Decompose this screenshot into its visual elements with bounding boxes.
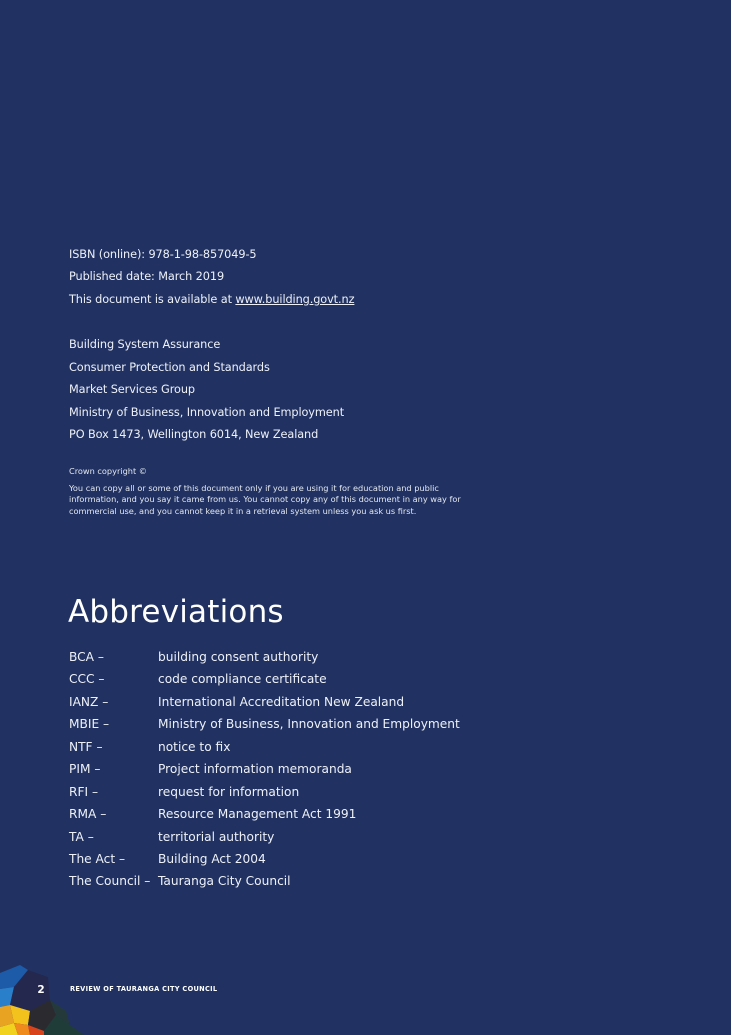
abbreviation-definition: Tauranga City Council — [158, 874, 291, 889]
abbreviation-row — [69, 781, 460, 803]
abbreviation-term: RMA – — [69, 807, 107, 822]
footer-document-title: REVIEW OF TAURANGA CITY COUNCIL — [70, 985, 218, 993]
abbreviation-row — [69, 848, 460, 870]
abbreviation-row — [69, 758, 460, 780]
hexagon-pattern-icon — [0, 965, 100, 1035]
abbreviation-term: NTF – — [69, 739, 103, 754]
abbreviation-definition: notice to fix — [158, 739, 231, 754]
abbreviation-term: CCC – — [69, 672, 105, 687]
org-line: Consumer Protection and Standards — [69, 360, 270, 374]
abbreviations-list — [69, 646, 460, 893]
abbreviations-heading: Abbreviations — [68, 594, 284, 630]
org-line: Building System Assurance — [69, 338, 221, 351]
page-number: 2 — [37, 984, 45, 996]
abbreviation-row — [69, 713, 460, 735]
abbreviation-term: RFI – — [69, 784, 99, 799]
copyright-title: Crown copyright © — [69, 466, 147, 476]
org-line: PO Box 1473, Wellington 6014, New Zealand — [69, 428, 319, 441]
availability-line — [69, 289, 354, 311]
abbreviation-row — [69, 736, 460, 758]
abbreviation-term: The Council – — [69, 874, 151, 889]
abbreviation-definition: Project information memoranda — [158, 762, 352, 777]
org-line: Ministry of Business, Innovation and Employment — [69, 405, 345, 419]
abbreviation-definition: Building Act 2004 — [158, 851, 266, 866]
abbreviation-definition: Resource Management Act 1991 — [158, 807, 357, 822]
abbreviation-definition: International Accreditation New Zealand — [158, 694, 405, 709]
abbreviation-row — [69, 646, 460, 668]
abbreviation-definition: Ministry of Business, Innovation and Employment — [158, 717, 460, 732]
org-line: Market Services Group — [69, 383, 195, 396]
copyright-notice: You can copy all or some of this document only if you are using it for education and public information, and you say it came from us. You cannot copy any of this document in any way for commercial use, and you cannot keep it in a retrieval system unless you ask us first. — [69, 483, 461, 516]
abbreviation-definition: request for information — [158, 784, 300, 799]
publication-info — [69, 244, 354, 311]
abbreviation-row — [69, 803, 460, 825]
abbreviation-row — [69, 691, 460, 713]
abbreviation-row — [69, 826, 460, 848]
abbreviation-definition: code compliance certificate — [158, 672, 327, 687]
page-footer — [0, 965, 731, 1035]
availability-prefix: This document is available at — [69, 292, 236, 306]
abbreviation-term: TA – — [69, 829, 94, 844]
organisation-address — [69, 334, 344, 447]
abbreviation-term: BCA – — [69, 650, 104, 664]
abbreviation-term: PIM – — [69, 762, 101, 777]
abbreviation-definition: building consent authority — [158, 650, 319, 664]
abbreviation-definition: territorial authority — [158, 829, 275, 844]
abbreviation-term: MBIE – — [69, 717, 110, 732]
abbreviation-row — [69, 870, 460, 892]
abbreviation-term: IANZ – — [69, 694, 109, 709]
abbreviation-row — [69, 668, 460, 690]
isbn-text: ISBN (online): 978-1-98-857049-5 — [69, 248, 257, 261]
building-website-link[interactable]: www.building.govt.nz — [235, 292, 355, 306]
published-date: Published date: March 2019 — [69, 270, 225, 284]
abbreviation-term: The Act – — [69, 851, 126, 866]
